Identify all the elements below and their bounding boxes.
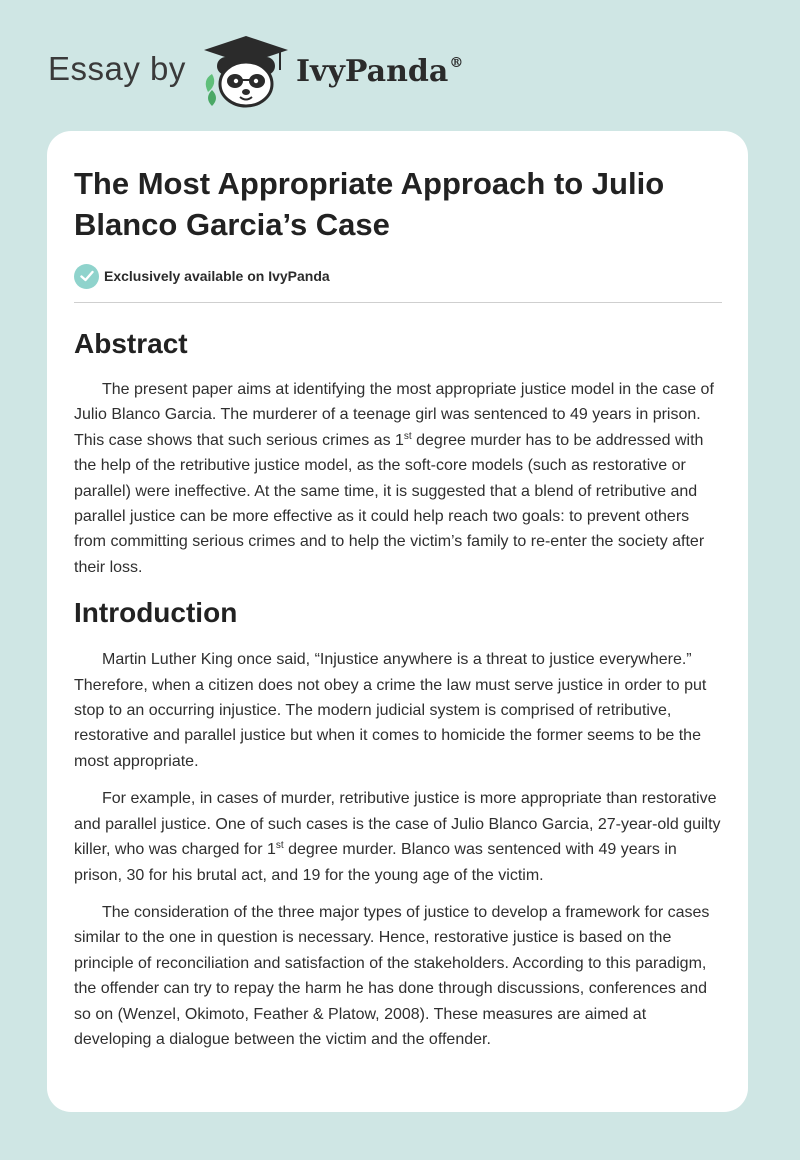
site-header <box>0 0 800 130</box>
introduction-paragraph-3: The consideration of the three major types of justice to develop a framework for cases similar to the one in question is necessary. Hence, restorative justice is based on the principle of reconciliation and satisfaction of the stakeholders. According to this paradigm, the offender can try to repay the harm he has done through discussions, conferences and so on (Wenzel, Okimoto, Feather & Platow, 2008). These measures are aimed at developing a dialogue between the victim and the offender. <box>74 903 710 1048</box>
ordinal-suffix: st <box>275 840 284 852</box>
section-heading-introduction: Introduction <box>74 597 238 629</box>
essay-body <box>74 323 724 1052</box>
panda-logo-icon[interactable] <box>200 34 292 110</box>
brand-prefix: Essay by <box>48 50 186 87</box>
introduction-paragraph-1: Martin Luther King once said, “Injustice anywhere is a threat to justice everywhere.” Therefore, when a citizen does not obey a crime the law must serve justice in order to put stop to an occurring injustice. The modern judicial system is comprised of retributive, restorative and parallel justice but when it comes to homicide the former seems to be the most appropriate. <box>74 651 707 770</box>
abstract-paragraph <box>74 377 724 580</box>
intro-p2-text-part-2: degree murder. Blanco was sentenced with 49 years in prison, 30 for his brutal act, and 19 for the young age of the victim. <box>74 841 677 884</box>
trademark-symbol: ® <box>449 55 464 71</box>
check-icon <box>74 264 99 289</box>
exclusive-badge <box>74 263 330 289</box>
introduction-paragraph-2 <box>74 786 724 888</box>
ordinal-suffix: st <box>403 430 412 442</box>
abstract-text-part-2: degree murder has to be addressed with the help of the retributive justice model, as the soft-core models (such as restorative or parallel) were ineffective. At the same time, it is suggested that a blend of retributive and parallel justice can be more effective as it could help reach two goals: to prevent others from committing serious crimes and to help the victim’s family to re-enter the society after their loss. <box>74 431 705 576</box>
essay-title: The Most Appropriate Approach to Julio Blanco Garcia’s Case <box>74 166 665 242</box>
section-heading-abstract: Abstract <box>74 328 188 359</box>
abstract-text-part-1: The present paper aims at identifying the most appropriate justice model in the case of Julio Blanco Garcia. The murderer of a teenage girl was sentenced to 49 years in prison. This case shows that such serious crimes as 1 <box>74 381 714 449</box>
brand-name-text: IvyPanda <box>296 54 449 89</box>
brand-name[interactable] <box>296 54 463 89</box>
badge-text: Exclusively available on IvyPanda <box>104 268 330 284</box>
intro-p2-text-part-1: For example, in cases of murder, retributive justice is more appropriate than restorative and parallel justice. One of such cases is the case of Julio Blanco Garcia, 27-year-old guilty killer, who was charged for 1 <box>74 790 721 859</box>
essay-card <box>47 131 748 1112</box>
divider <box>74 302 722 303</box>
